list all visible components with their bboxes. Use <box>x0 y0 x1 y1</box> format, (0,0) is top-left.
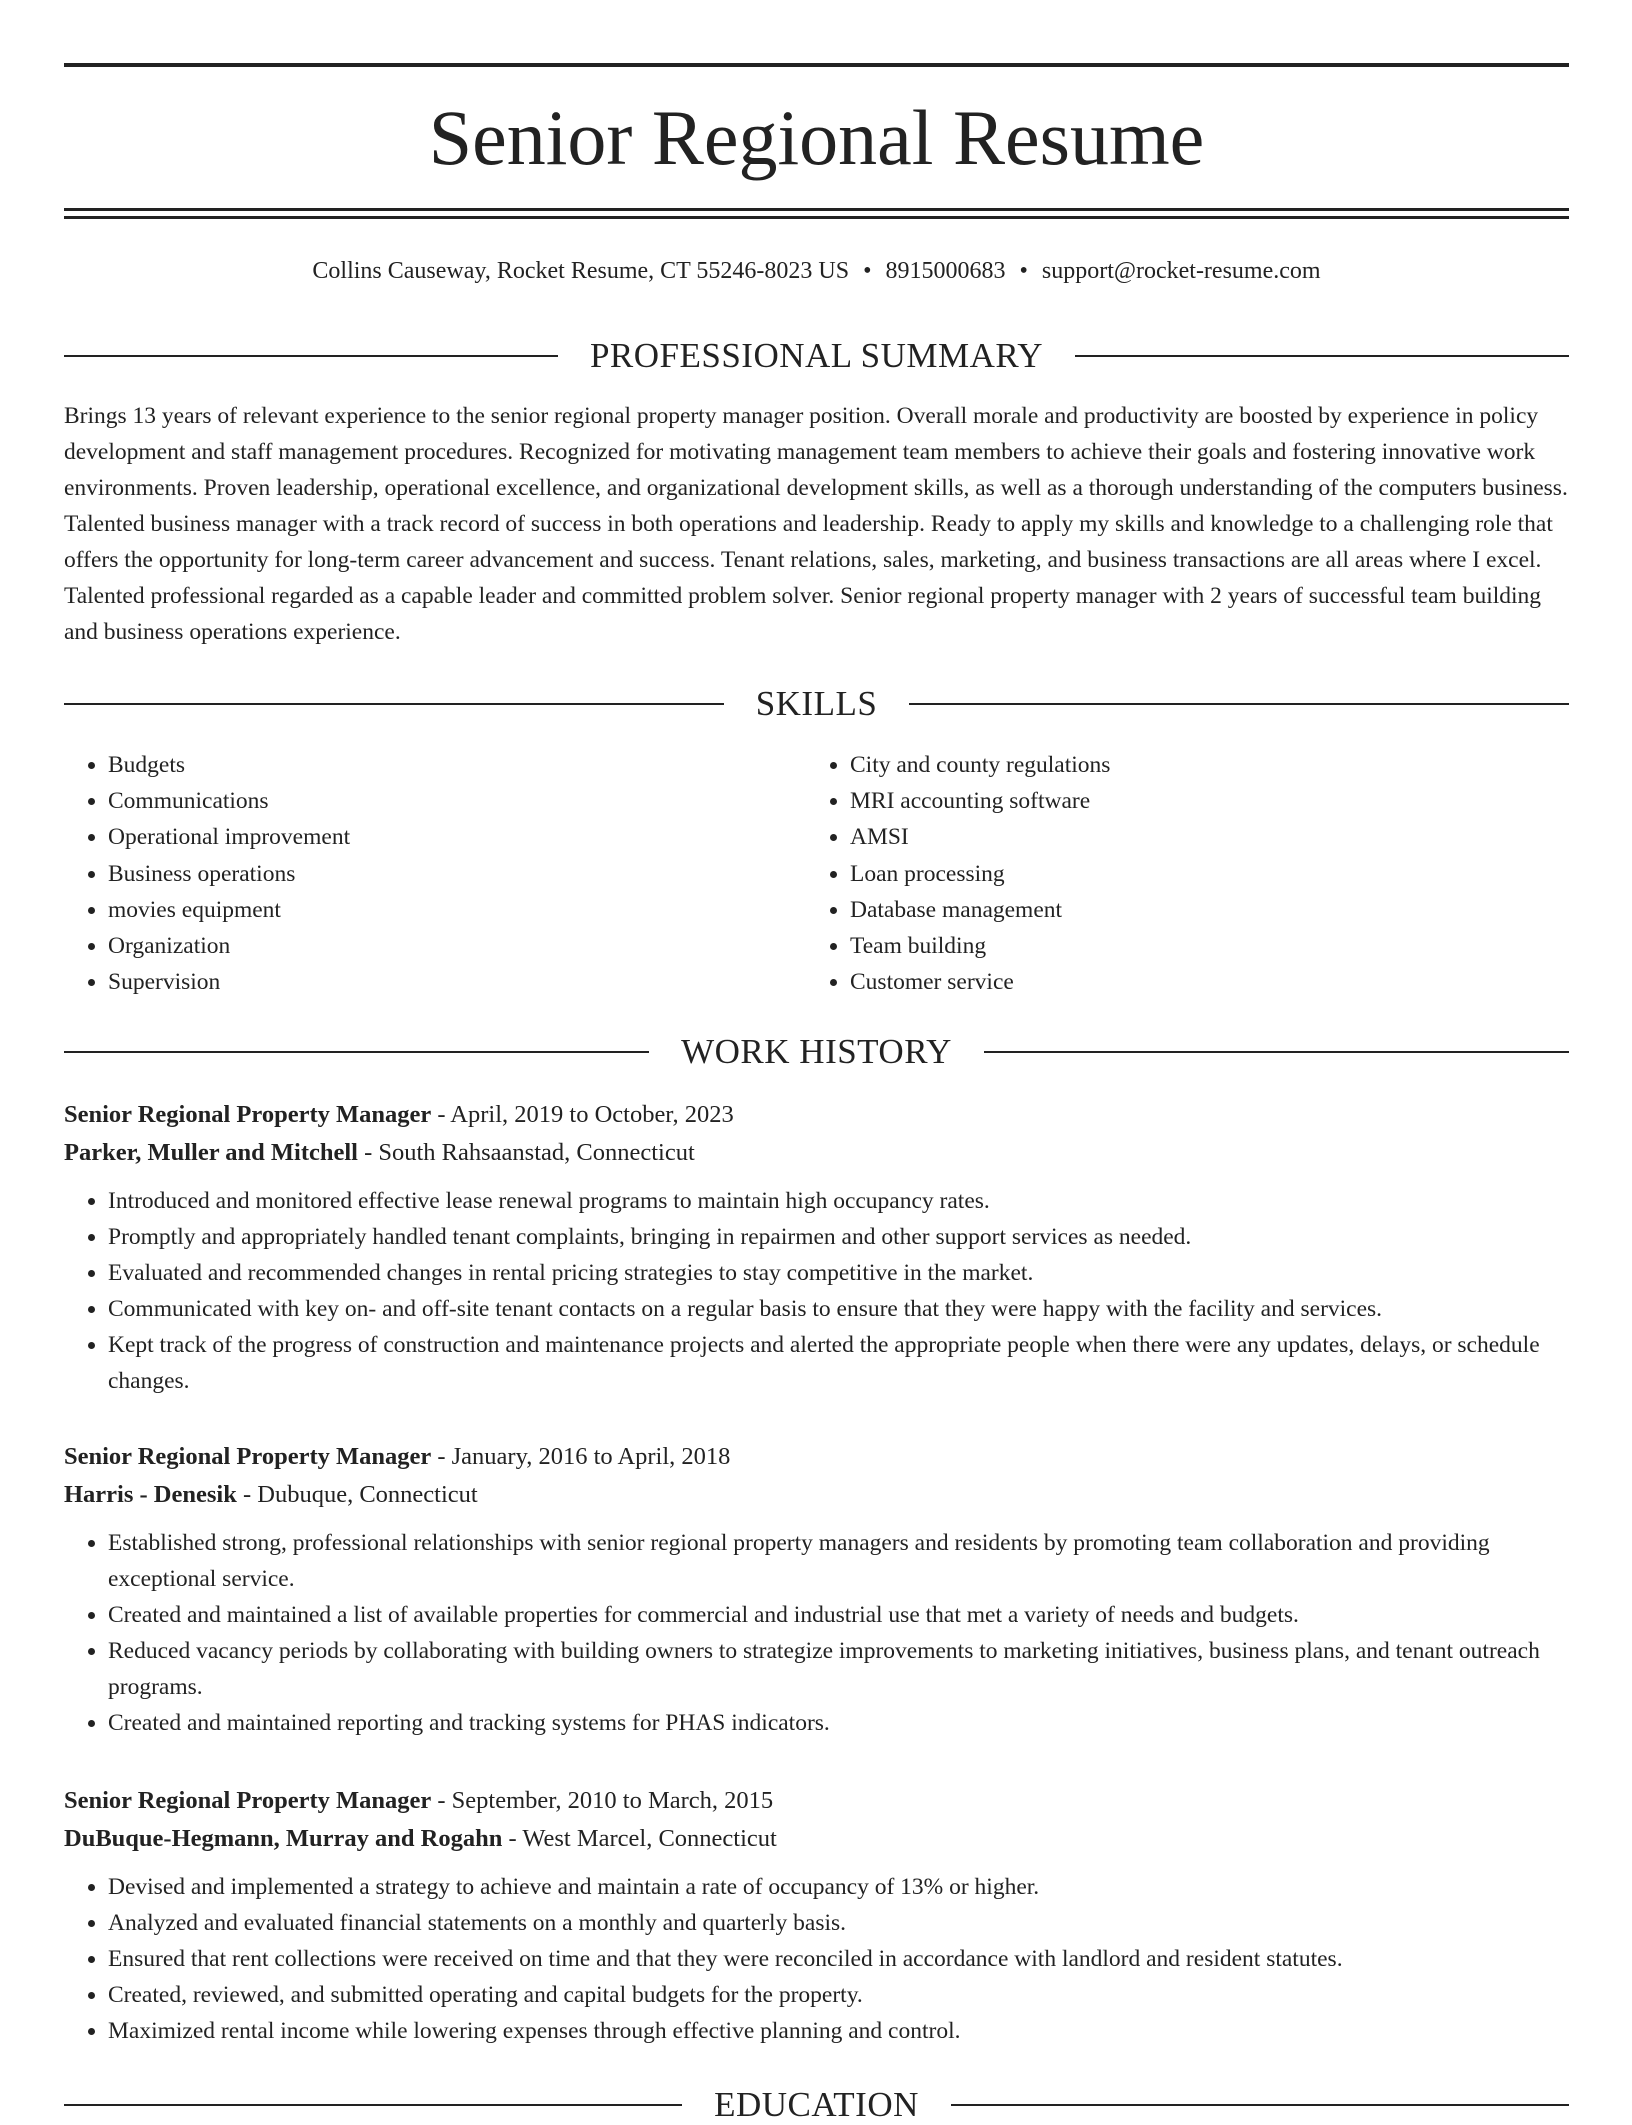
resume-title: Senior Regional Resume <box>428 94 1205 181</box>
job-bullet: • Devised and implemented a strategy to achieve and maintain a rate of occupancy of 13% or higher. <box>108 1869 1569 1905</box>
contact-separator: • <box>1019 258 1028 284</box>
job-dates: - January, 2016 to April, 2018 <box>431 1443 731 1470</box>
job-company: Harris - Denesik <box>64 1481 237 1508</box>
contact-separator: • <box>863 258 872 284</box>
skill-item: • AMSI <box>850 819 1548 855</box>
skill-item: • Database management <box>850 892 1548 928</box>
skill-item: • Organization <box>108 928 806 964</box>
contact-address: Collins Causeway, Rocket Resume, CT 55246-8023 US <box>312 258 850 284</box>
job-bullet: • Established strong, professional relationships with senior regional property managers and residents by promoting team collaboration and providing exceptional service. <box>108 1525 1569 1597</box>
skill-item: • Business operations <box>108 856 806 892</box>
skill-item: • Supervision <box>108 964 806 1000</box>
skill-item: • Budgets <box>108 747 806 783</box>
contact-email: support@rocket-resume.com <box>1041 258 1321 284</box>
contact-phone: 8915000683 <box>885 258 1006 284</box>
education-section-heading <box>64 2085 1569 2125</box>
skills-column-left <box>64 747 806 1000</box>
heading-rule-right <box>984 1051 1569 1053</box>
job-company: DuBuque-Hegmann, Murray and Rogahn <box>64 1825 503 1852</box>
work-section-heading <box>64 1032 1569 1072</box>
job-title: Senior Regional Property Manager <box>64 1443 432 1470</box>
job-company-row <box>64 1134 1569 1172</box>
skills-list <box>64 747 1569 1000</box>
skills-section-heading <box>64 684 1569 724</box>
skill-item: • Loan processing <box>850 856 1548 892</box>
job-bullet: • Reduced vacancy periods by collaborating with building owners to strategize improvements to marketing initiatives, business plans, and tenant outreach programs. <box>108 1633 1569 1705</box>
job-company: Parker, Muller and Mitchell <box>64 1139 358 1166</box>
skill-item: • Operational improvement <box>108 819 806 855</box>
top-rule <box>64 63 1569 67</box>
job-location: - Dubuque, Connecticut <box>236 1481 478 1508</box>
job-bullets <box>64 1183 1569 1399</box>
job-bullet: • Created and maintained reporting and tracking systems for PHAS indicators. <box>108 1705 1569 1741</box>
job-bullet: • Evaluated and recommended changes in rental pricing strategies to stay competitive in the market. <box>108 1255 1569 1291</box>
job-bullets <box>64 1525 1569 1741</box>
job-company-row <box>64 1820 1569 1858</box>
job-bullets <box>64 1869 1569 2049</box>
heading-rule-left <box>64 2104 682 2106</box>
job-title: Senior Regional Property Manager <box>64 1101 432 1128</box>
heading-rule-right <box>951 2104 1569 2106</box>
heading-rule-left <box>64 703 724 705</box>
summary-text: Brings 13 years of relevant experience to the senior regional property manager position. Overall morale and productivity are boosted by experience in policy development and staff management procedures. Recognized for motivating management team members to achieve their goals and fostering innovative work environments. Proven leadership, operational excellence, and organizational development skills, as well as a thorough understanding of the computers business. Talented business manager with a track record of success in both operations and leadership. Ready to apply my skills and knowledge to a challenging role that offers the opportunity for long-term career advancement and success. Tenant relations, sales, marketing, and business transactions are all areas where I excel. Talented professional regarded as a capable leader and committed problem solver. Senior regional property manager with 2 years of successful team building and business operations experience. <box>64 403 1568 645</box>
skill-item: • Team building <box>850 928 1548 964</box>
job-dates: - September, 2010 to March, 2015 <box>431 1787 774 1814</box>
job-title-row <box>64 1096 1569 1134</box>
skills-column-right <box>806 747 1548 1000</box>
work-heading: WORK HISTORY <box>681 1032 952 1071</box>
job-title-row <box>64 1438 1569 1476</box>
skill-item: • Communications <box>108 783 806 819</box>
skills-heading: SKILLS <box>755 684 878 723</box>
heading-rule-left <box>64 1051 649 1053</box>
heading-rule-right <box>1075 355 1569 357</box>
skill-item: • movies equipment <box>108 892 806 928</box>
title-double-rule <box>64 208 1569 219</box>
skill-item: • Customer service <box>850 964 1548 1000</box>
job-company-row <box>64 1476 1569 1514</box>
summary-heading: PROFESSIONAL SUMMARY <box>589 336 1044 375</box>
summary-section-heading <box>64 336 1569 376</box>
heading-rule-left <box>64 355 558 357</box>
job-bullet: • Kept track of the progress of construction and maintenance projects and alerted the appropriate people when there were any updates, delays, or schedule changes. <box>108 1327 1569 1399</box>
job-bullet: • Maximized rental income while lowering expenses through effective planning and control. <box>108 2013 1569 2049</box>
contact-line <box>64 253 1569 289</box>
skill-item: • City and county regulations <box>850 747 1548 783</box>
job-bullet: • Analyzed and evaluated financial statements on a monthly and quarterly basis. <box>108 1905 1569 1941</box>
job-title-row <box>64 1782 1569 1820</box>
job-entry <box>64 1782 1569 2049</box>
job-location: - South Rahsaanstad, Connecticut <box>357 1139 695 1166</box>
job-bullet: • Promptly and appropriately handled tenant complaints, bringing in repairmen and other support services as needed. <box>108 1219 1569 1255</box>
education-heading: EDUCATION <box>714 2085 919 2124</box>
job-bullet: • Introduced and monitored effective lease renewal programs to maintain high occupancy rates. <box>108 1183 1569 1219</box>
job-title: Senior Regional Property Manager <box>64 1787 432 1814</box>
job-entry <box>64 1096 1569 1399</box>
heading-rule-right <box>909 703 1569 705</box>
job-bullet: • Created and maintained a list of available properties for commercial and industrial use that met a variety of needs and budgets. <box>108 1597 1569 1633</box>
job-bullet: • Created, reviewed, and submitted operating and capital budgets for the property. <box>108 1977 1569 2013</box>
job-dates: - April, 2019 to October, 2023 <box>431 1101 734 1128</box>
job-bullet: • Ensured that rent collections were received on time and that they were reconciled in accordance with landlord and resident statutes. <box>108 1941 1569 1977</box>
job-location: - West Marcel, Connecticut <box>502 1825 777 1852</box>
job-bullet: • Communicated with key on- and off-site tenant contacts on a regular basis to ensure that they were happy with the facility and services. <box>108 1291 1569 1327</box>
job-entry <box>64 1438 1569 1741</box>
skill-item: • MRI accounting software <box>850 783 1548 819</box>
